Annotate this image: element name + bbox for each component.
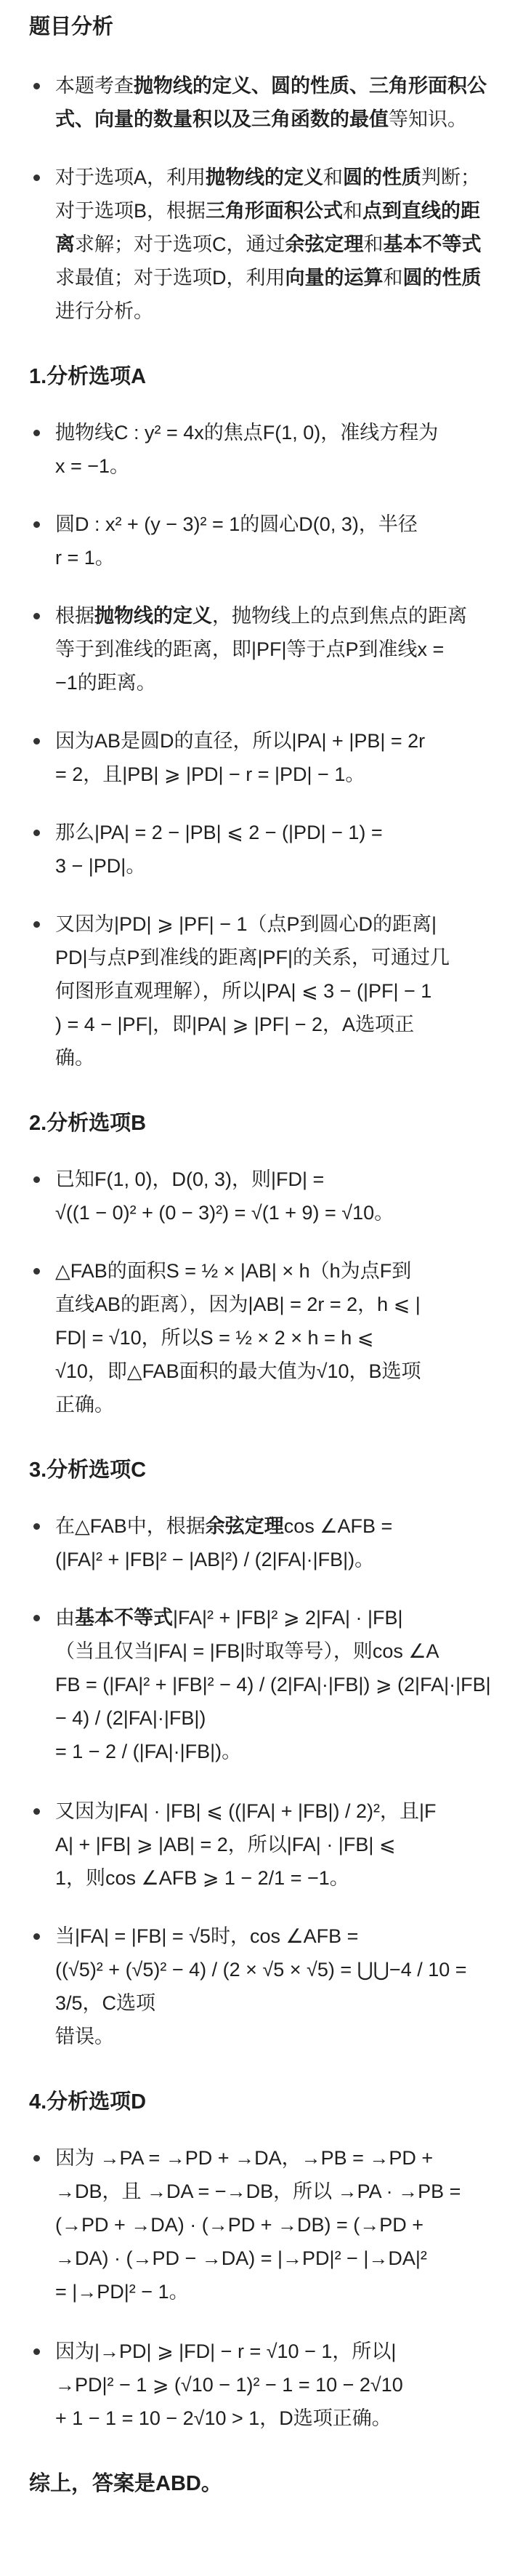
section-title-d: 4.分析选项D [29,2090,147,2114]
text-run: 等知识。 [389,108,467,130]
text-run: 和 [363,233,384,255]
text-run: 已知F(1, 0)，D(0, 3)，则|FD| = √((1 − 0)² + (0 − 3)²) = √(1 + 9) = √10。 [55,1168,394,1224]
text-run: 和 [323,166,344,188]
text-run: 求解；对于选项C，通过 [75,233,285,255]
text-run: 在△FAB中，根据 [55,1515,206,1537]
text-run: 对于选项A，利用 [55,166,206,188]
intro-item [29,161,494,328]
text-run: 因为|→PD| ⩾ |FD| − r = √10 − 1，所以| →PD|² − 1 ⩾ (√10 − 1)² − 1 = 10 − 2√10 + 1 − 1 = 10 − 2√10 > 1，D选项正确。 [55,2340,403,2429]
bold-text: 基本不等式 [75,1607,173,1629]
text-run: 那么|PA| = 2 − |PB| ⩽ 2 − (|PD| − 1) = 3 − |PD|。 [55,822,383,877]
bold-text: 抛物线的定义 [206,166,324,188]
text-run: 因为AB是圆D的直径，所以|PA| + |PB| = 2r = 2，且|PB| ⩾ |PD| − r = |PD| − 1。 [55,730,426,785]
section-title-b: 2.分析选项B [29,1112,147,1135]
bold-text: 圆的性质 [343,166,422,188]
text-run: 求最值；对于选项D，利用 [55,267,285,289]
list-item [29,816,494,883]
list-item [29,1254,494,1421]
conclusion: 综上，答案是ABD。 [29,2472,222,2495]
list-item [29,507,494,574]
list-item [29,724,494,791]
section-a-list [29,416,494,1075]
text-run: 判断；对于选项B，根据 [55,166,481,222]
page-title: 题目分析 [29,15,114,39]
list-item [29,1601,494,1768]
bold-text: 向量的运算 [285,267,384,289]
bold-text: 基本不等式 [383,233,482,255]
section-title-c: 3.分析选项C [29,1458,147,1482]
list-item [29,2335,494,2435]
text-run: 根据 [55,605,94,627]
text-run: 本题考查 [55,75,134,97]
bold-text: 圆的性质 [402,267,482,289]
bold-text: 余弦定理 [285,233,364,255]
bold-text: 三角形面积公式 [206,200,344,222]
text-run: ，抛物线上的点到焦点的距离 等于到准线的距离，即|PF|等于点P到准线x = −1的距离。 [55,605,467,694]
text-run: 因为 →PA = →PD + →DA，→PB = →PD + →DB，且 →DA = −→DB，所以 →PA · →PB = (→PD + →DA) · (→PD + →DB) = (→PD + →DA) · (→PD − →DA) = |→PD|² − |→DA|² = |→PD|² − 1。 [55,2147,461,2303]
bold-text: 余弦定理 [205,1515,284,1537]
section-title-a: 1.分析选项A [29,365,147,388]
text-run: 又因为|PD| ⩾ |PF| − 1（点P到圆心D的距离| PD|与点P到准线的距离|PF|的关系，可通过几 何图形直观理解），所以|PA| ⩽ 3 − (|PF| − 1 ) = 4 − |PF|，即|PA| ⩾ |PF| − 2，A选项正 确。 [55,913,450,1069]
text-run: 由 [55,1607,75,1629]
text-run: 圆D : x² + (y − 3)² = 1的圆心D(0, 3)，半径 r = 1。 [55,513,418,569]
text-run: |FA|² + |FB|² ⩾ 2|FA| · |FB| （当且仅当|FA| = |FB|时取等号），则cos ∠A FB = (|FA|² + |FB|² − 4) / (2|FA|·|FB|) ⩾ (2|FA|·|FB| − 4) / (2|FA|·|FB|) = 1 − 2 / (|FA|·|FB|)。 [55,1607,491,1762]
section-c-list [29,1509,494,2053]
list-item [29,1919,494,2053]
list-item [29,416,494,483]
list-item [29,2141,494,2308]
text-run: △FAB的面积S = ½ × |AB| × h（h为点F到 直线AB的距离），因为|AB| = 2r = 2，h ⩽ | FD| = √10，所以S = ½ × 2 × h = h ⩽ √10，即△FAB面积的最大值为√10，B选项 正确。 [55,1260,421,1416]
list-item [29,599,494,699]
list-item [29,907,494,1075]
text-run: 抛物线C : y² = 4x的焦点F(1, 0)，准线方程为 x = −1。 [55,422,439,477]
text-run: 又因为|FA| · |FB| ⩽ ((|FA| + |FB|) / 2)²，且|F A| + |FB| ⩾ |AB| = 2，所以|FA| · |FB| ⩽ 1，则cos ∠AFB ⩾ 1 − 2/1 = −1。 [55,1800,437,1889]
text-run: 和 [383,267,403,289]
list-item [29,1509,494,1576]
bold-text: 抛物线的定义 [94,605,212,627]
text-run: cos ∠AFB = (|FA|² + |FB|² − |AB|²) / (2|FA|·|FB|)。 [55,1515,393,1570]
list-item [29,1794,494,1895]
text-run: 当|FA| = |FB| = √5时，cos ∠AFB = ((√5)² + (√5)² − 4) / (2 × √5 × √5) = ⋃⋃−4 / 10 = 3/5，C选项 错误。 [55,1925,467,2047]
intro-item [29,69,494,136]
list-item [29,1163,494,1229]
text-run: 和 [343,200,363,222]
bold-text: 抛物线的定义、圆的性质、三角形面积公式、向量的数量积以及三角函数的最值 [55,75,487,130]
section-d-list [29,2141,494,2435]
intro-list [29,69,494,328]
text-run: 进行分析。 [55,300,153,322]
section-b-list [29,1163,494,1421]
bold-text: 点到直线的距离 [55,200,481,255]
